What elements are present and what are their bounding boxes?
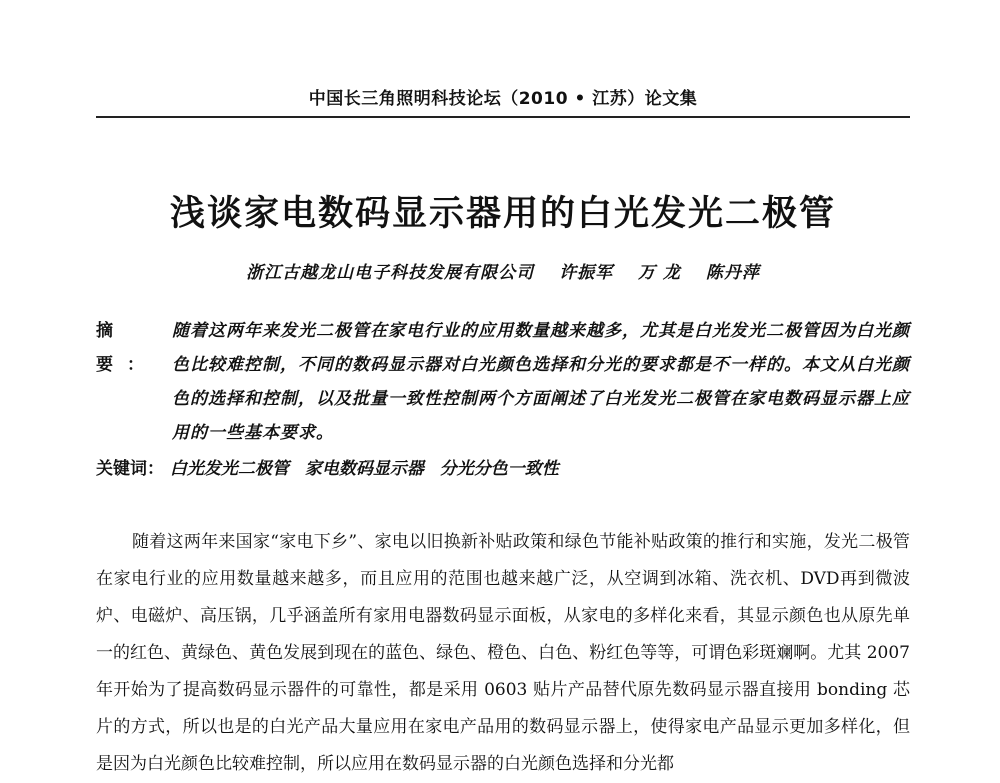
abstract-text: 随着这两年来发光二极管在家电行业的应用数量越来越多，尤其是白光发光二极管因为白光颜色比较难控制，不同的数码显示器对白光颜色选择和分光的要求都是不一样的。本文从白光颜色的选择和控制，以及批量一致性控制两个方面阐述了白光发光二极管在家电数码显示器上应用的一些基本要求。 (172, 321, 910, 443)
abstract-section (96, 314, 910, 450)
body-paragraph: 随着这两年来国家“家电下乡”、家电以旧换新补贴政策和绿色节能补贴政策的推行和实施，发光二极管在家电行业的应用数量越来越多，而且应用的范围也越来越广泛，从空调到冰箱、洗衣机、DVD再到微波炉、电磁炉、高压锅，几乎涵盖所有家用电器数码显示面板，从家电的多样化来看，其显示颜色也从原先单一的红色、黄绿色、黄色发展到现在的蓝色、绿色、橙色、白色、粉红色等等，可谓色彩斑斓啊。尤其 2007 年开始为了提高数码显示器件的可靠性，都是采用 0603 贴片产品替代原先数码显示器直接用 bonding 芯片的方式，所以也是的白光产品大量应用在家电产品用的数码显示器上，使得家电产品显示更加多样化，但是因为白光颜色比较难控制，所以应用在数码显示器的白光颜色选择和分光都 (96, 532, 910, 774)
paper-title: 浅谈家电数码显示器用的白光发光二极管 (169, 194, 836, 234)
keyword: 家电数码显示器 (304, 459, 424, 479)
author-name: 陈丹萍 (705, 263, 760, 283)
header-rule (96, 116, 910, 118)
author-name: 许振军 (559, 263, 614, 283)
affiliation: 浙江古越龙山电子科技发展有限公司 (246, 263, 535, 283)
keywords-section (96, 452, 910, 486)
author-line (96, 258, 910, 283)
author-name: 万 龙 (638, 263, 681, 283)
keyword: 白光发光二极管 (169, 459, 289, 479)
keyword: 分光分色一致性 (439, 459, 559, 479)
abstract-label: 摘 要： (96, 321, 158, 375)
running-header: 中国长三角照明科技论坛（2010 • 江苏）论文集 (308, 89, 698, 109)
keywords-label: 关键词： (96, 459, 164, 479)
